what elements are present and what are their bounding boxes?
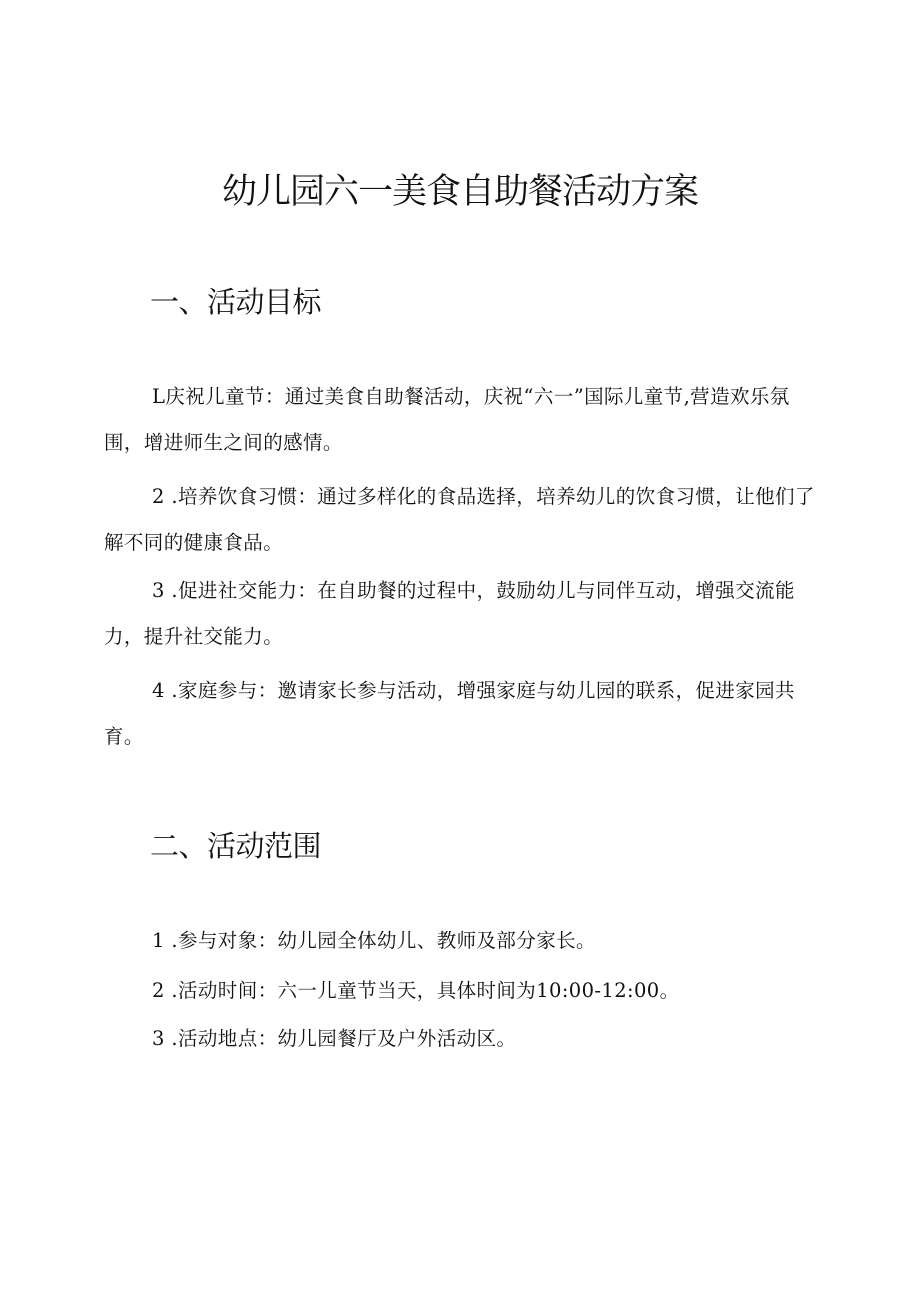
goal-paragraph-4: 4 .家庭参与：邀请家长参与活动，增强家庭与幼儿园的联系，促进家园共育。	[104, 679, 795, 748]
scope-item-1: 1 .参与对象：幼儿园全体幼儿、教师及部分家长。	[152, 929, 596, 952]
scope-item-2: 2 .活动时间：六一儿童节当天，具体时间为10:00-12:00。	[152, 979, 680, 1002]
goal-paragraph-3: 3 .促进社交能力：在自助餐的过程中，鼓励幼儿与同伴互动，增强交流能力，提升社交能力。	[104, 579, 795, 648]
scope-item-3: 3 .活动地点：幼儿园餐厅及户外活动区。	[152, 1027, 517, 1050]
goal-paragraph-1: L庆祝儿童节：通过美食自助餐活动，庆祝“六一”国际儿童节,营造欢乐氛围，增进师生之间的感情。	[104, 385, 790, 454]
goal-paragraph-2: 2 .培养饮食习惯：通过多样化的食品选择，培养幼儿的饮食习惯，让他们了解不同的健康食品。	[104, 485, 815, 554]
document-title: 幼儿园六一美食自助餐活动方案	[221, 172, 698, 212]
section-heading-goals: 一、活动目标	[150, 285, 322, 319]
section-heading-scope: 二、活动范围	[150, 829, 322, 863]
